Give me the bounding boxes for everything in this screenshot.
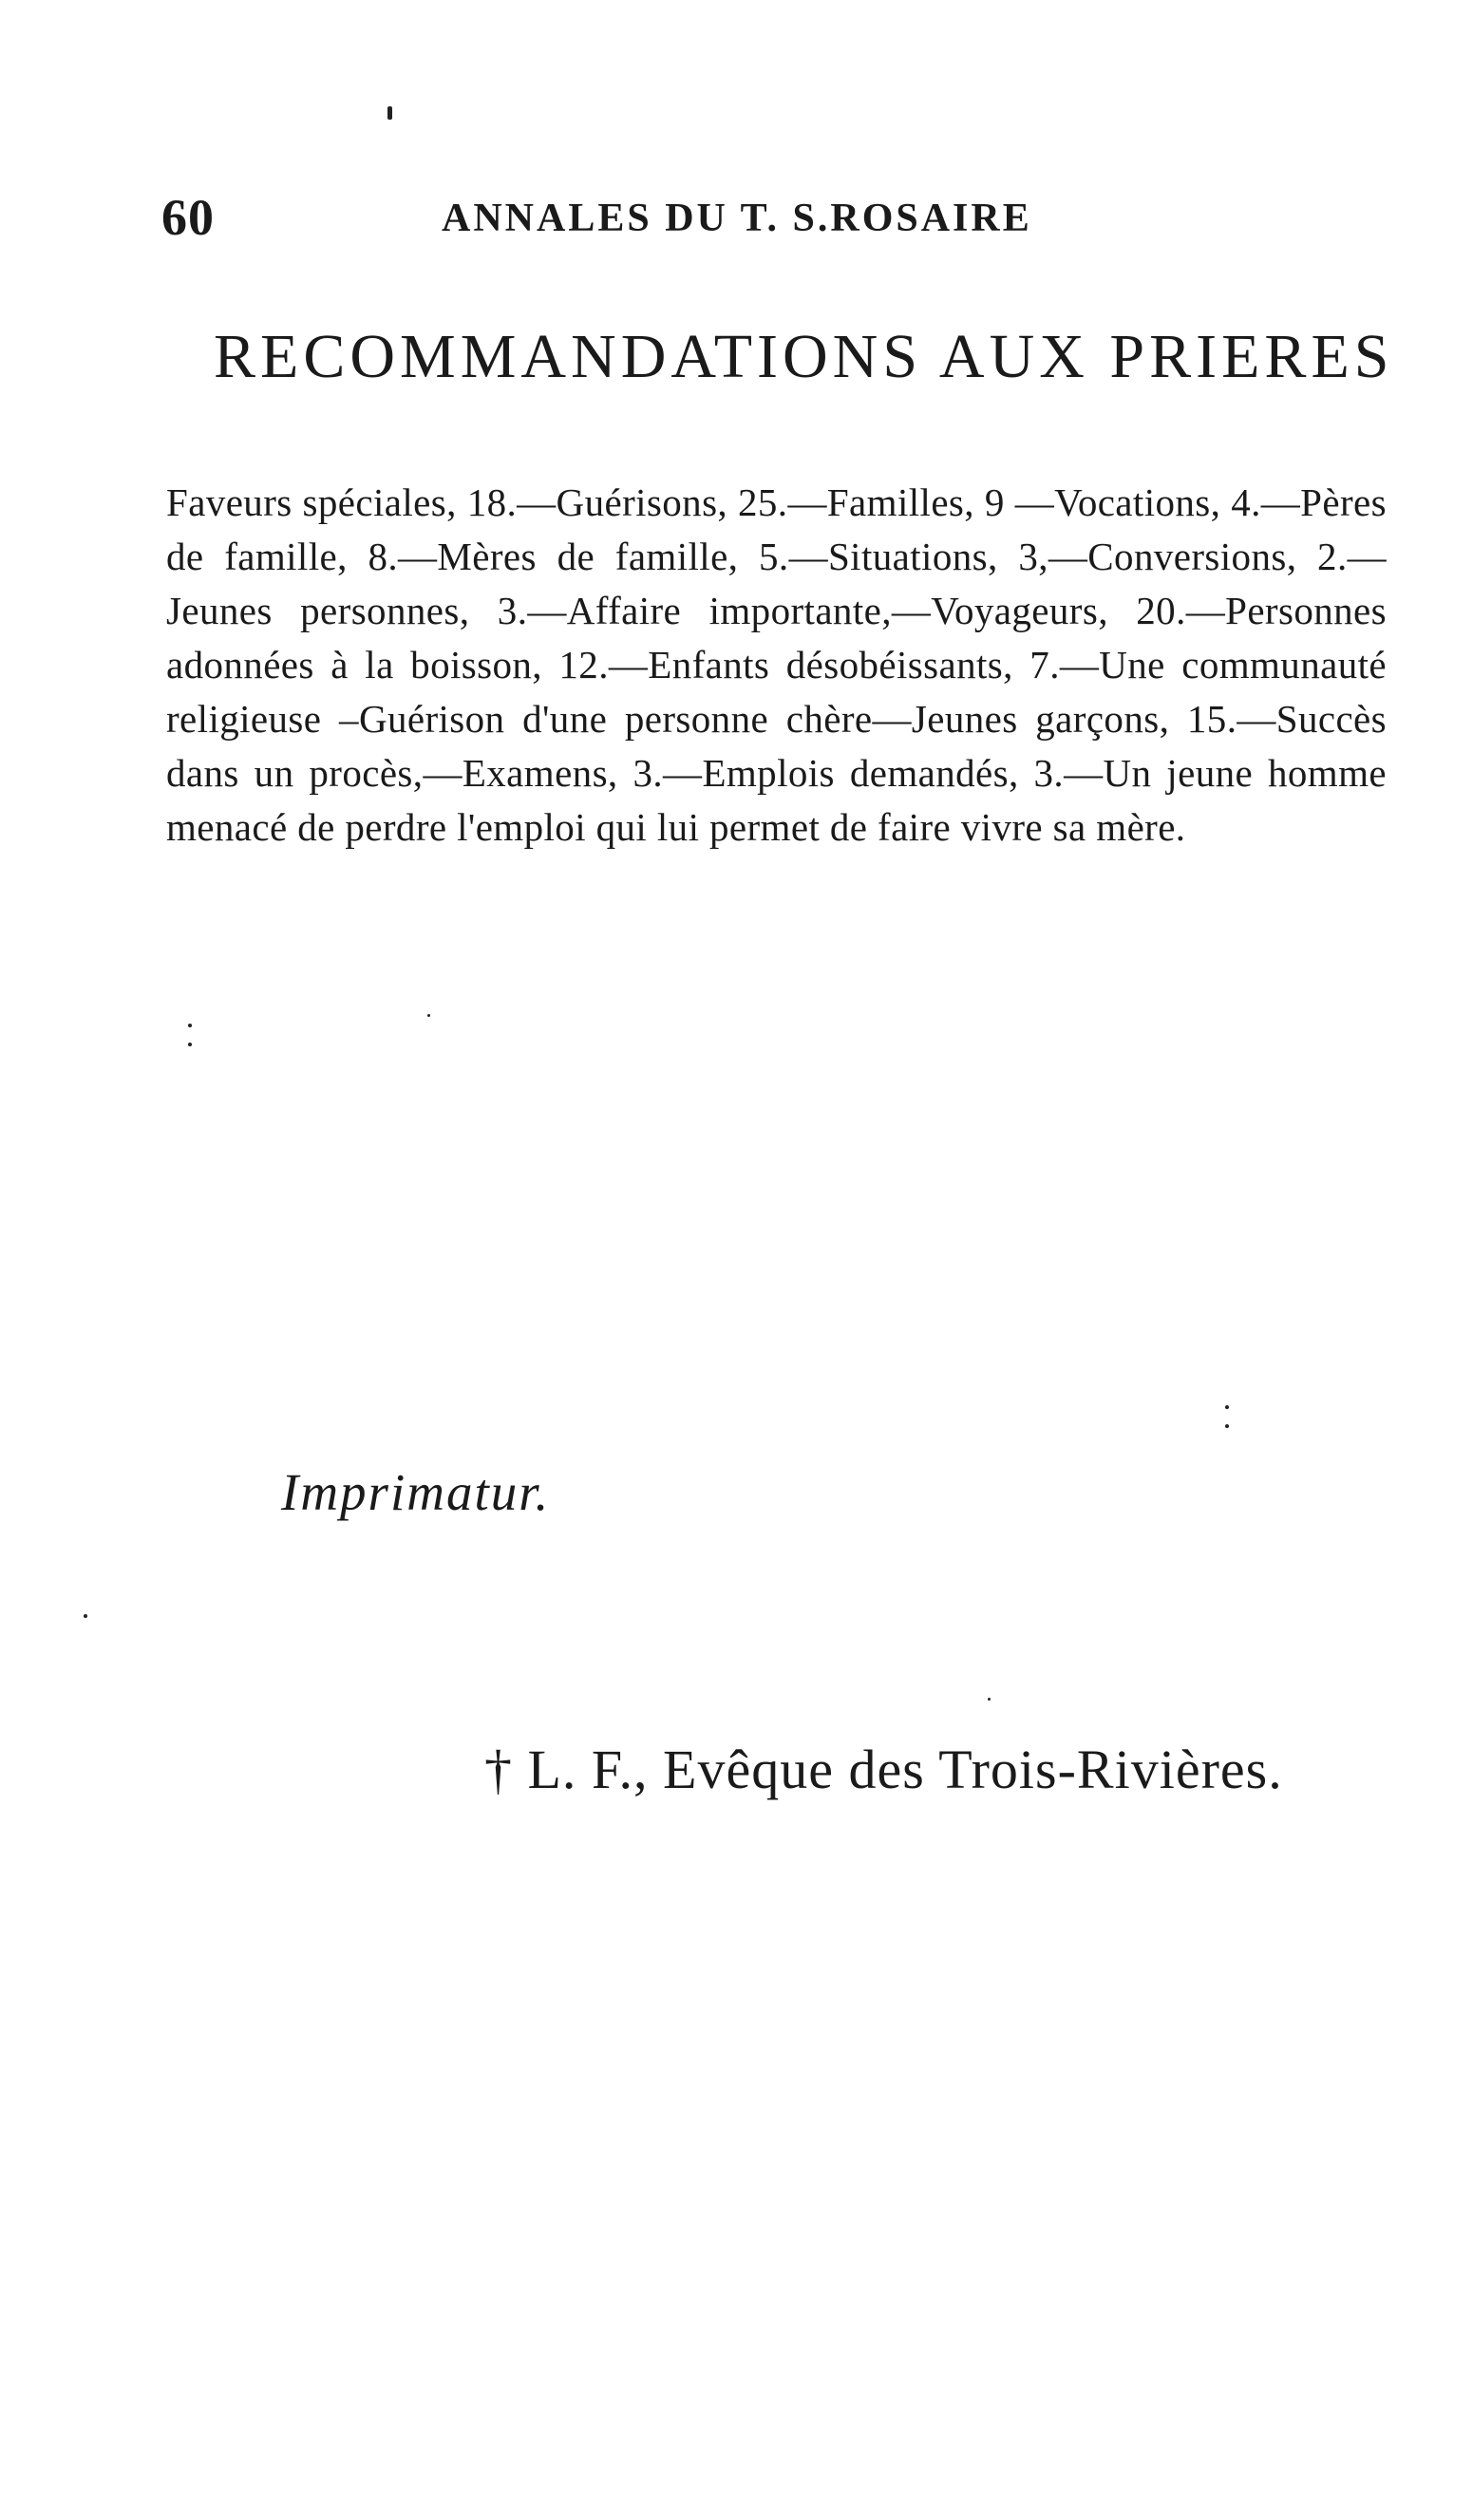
ink-speck bbox=[1225, 1424, 1229, 1428]
ink-speck bbox=[188, 1024, 192, 1027]
ink-speck bbox=[84, 1614, 87, 1618]
running-title: ANNALES DU T. S.ROSAIRE bbox=[442, 197, 1032, 240]
ink-speck bbox=[1225, 1405, 1229, 1409]
recommendations-paragraph: Faveurs spéciales, 18.—Guérisons, 25.—Familles, 9 —Vocations, 4.—Pères de famille, 8.—Mères de famille, 5.—Situations, 3,—Conversions, 2.— Jeunes personnes, 3.—Affaire importante,—Voyageurs, 20.—Personnes adonnées à la boisson, 12.—Enfants désobéissants, 7.—Une communauté religieuse –Guérison d'une personne chère—Jeunes garçons, 15.—Succès dans un procès,—Examens, 3.—Emplois demandés, 3.—Un jeune homme menacé de perdre l'emploi qui lui permet de faire vivre sa mère. bbox=[166, 480, 1387, 849]
page-number: 60 bbox=[161, 189, 215, 246]
section-heading: RECOMMANDATIONS AUX PRIERES bbox=[214, 322, 1394, 391]
ink-speck bbox=[387, 106, 392, 120]
bishop-signature-line: † L. F., Evêque des Trois-Rivières. bbox=[484, 1739, 1283, 1800]
ink-speck bbox=[988, 1698, 991, 1701]
ink-speck bbox=[188, 1043, 192, 1046]
ink-speck bbox=[427, 1014, 430, 1017]
imprimatur: Imprimatur. bbox=[281, 1463, 551, 1521]
running-head bbox=[161, 188, 1111, 254]
